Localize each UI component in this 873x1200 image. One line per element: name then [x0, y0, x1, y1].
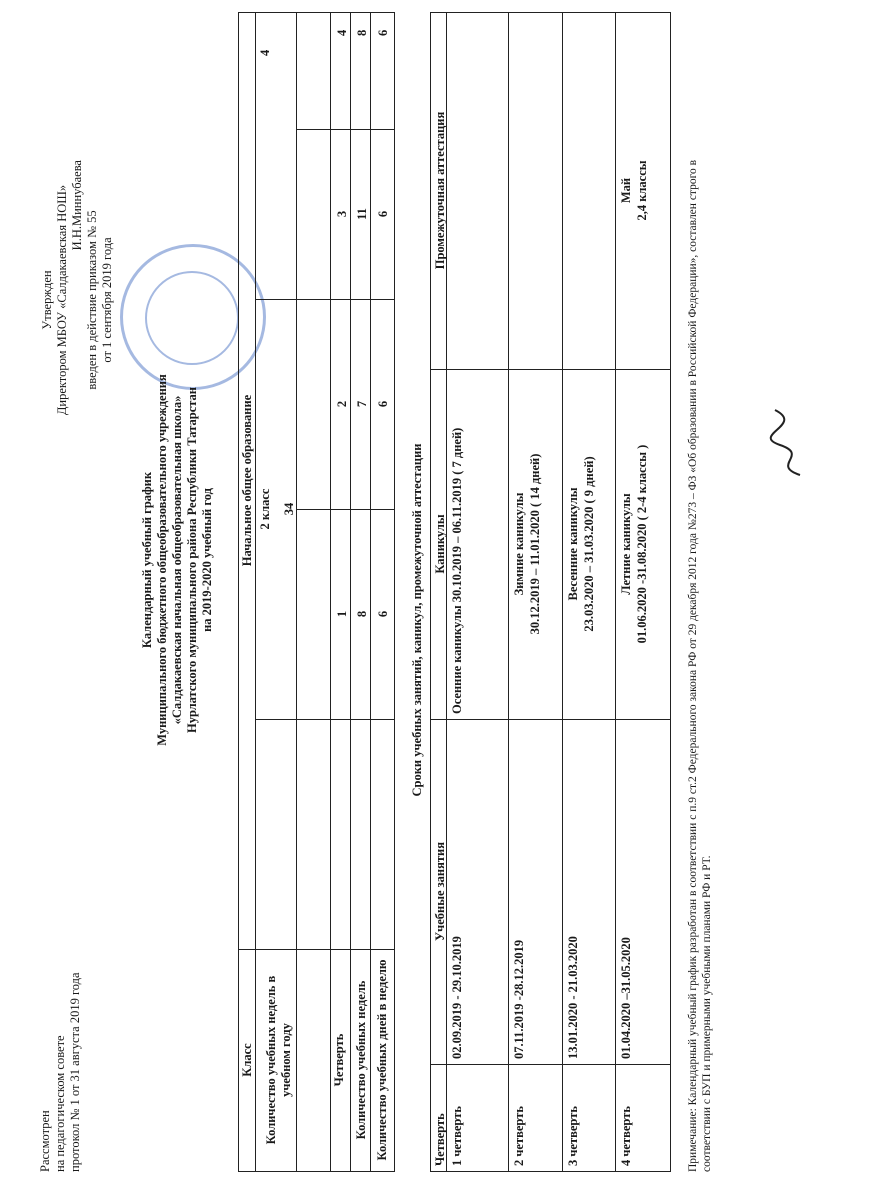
row1-dates: 02.09.2019 - 29.10.2019 — [450, 936, 464, 1059]
row4-holiday-dates: 01.06.2020 -31.08.2020 ( 2-4 классы ) — [635, 444, 649, 644]
class-2-header: 2 класс — [258, 488, 272, 530]
approval-line1: Утвержден — [40, 270, 54, 330]
class-label: Класс — [240, 1043, 254, 1077]
row3-dates: 13.01.2020 - 21.03.2020 — [566, 936, 580, 1059]
quarter-1: 1 — [335, 610, 349, 618]
title-line5: на 2019-2020 учебный год — [200, 488, 214, 632]
weeks-q4: 8 — [355, 29, 369, 36]
row4-attestation: Май — [619, 177, 633, 204]
row4-dates: 01.04.2020 –31.05.2020 — [619, 937, 633, 1059]
title-line4: Нурлатского муниципального района Республики Татарстан — [185, 386, 199, 734]
row4-holiday-name: Летние каникулы — [619, 493, 633, 595]
days-per-week-label: Количество учебных дней в неделю — [375, 959, 389, 1161]
weeks-q1: 8 — [355, 610, 369, 618]
document-title — [140, 320, 215, 800]
days-q1: 6 — [376, 610, 390, 618]
weeks-per-quarter-label: Количество учебных недель — [354, 980, 368, 1140]
class-4-header: 4 — [258, 49, 272, 56]
terms-section-title: Сроки учебных занятий, каникул, промежуточной аттестации — [410, 443, 424, 797]
approval-block — [40, 160, 115, 440]
footnote-line2: соответствии с БУП и примерными учебными планами РФ и РТ. — [701, 855, 713, 1172]
row4-attestation-classes: 2,4 классы — [635, 160, 649, 221]
footnote-line1: Примечание: Календарный учебный график разработан в соответствии с п.9 ст.2 Федерального закона РФ от 29 декабря 2012 года №273 – ФЗ «Об образовании в Российской Федерации», составлен строго в — [687, 159, 699, 1172]
director-signature — [760, 400, 820, 480]
row1-holiday: Осенние каникулы 30.10.2019 – 06.11.2019 ( 7 дней) — [450, 427, 464, 714]
review-line2: на педагогическом совете — [53, 1035, 67, 1172]
header-holidays: Каникулы — [433, 514, 447, 574]
review-block — [38, 852, 83, 1172]
days-q3: 6 — [376, 210, 390, 218]
approval-line5: от 1 сентября 2019 года — [100, 237, 114, 363]
row3-quarter: 3 четверть — [566, 1106, 580, 1166]
footnote — [686, 7, 714, 1172]
quarter-2: 2 — [335, 400, 349, 408]
header-classes: Учебные занятия — [433, 842, 447, 941]
education-level: Начальное общее образование — [240, 394, 254, 567]
row4-quarter: 4 четверть — [619, 1106, 633, 1166]
days-q4: 6 — [376, 29, 390, 36]
row2-quarter: 2 четверть — [512, 1106, 526, 1166]
title-line1: Календарный учебный график — [140, 471, 154, 649]
approval-line4: введен в действие приказом № 55 — [85, 210, 99, 390]
row3-holiday-dates: 23.03.2020 – 31.03.2020 ( 9 дней) — [582, 456, 596, 632]
quarter-3: 3 — [335, 210, 349, 218]
header-attestation: Промежуточная аттестация — [433, 111, 447, 270]
row3-holiday-name: Весенние каникулы — [566, 487, 580, 601]
row2-holiday-dates: 30.12.2019 – 11.01.2020 ( 14 дней) — [528, 453, 542, 635]
quarter-label: Четверть — [332, 1033, 346, 1087]
quarter-4: 4 — [335, 29, 349, 36]
weeks-q2: 7 — [355, 400, 369, 408]
weeks-per-year-value: 34 — [282, 502, 296, 516]
approval-line3: И.Н.Миннубаева — [70, 160, 84, 251]
weeks-per-year-label: Количество учебных недель в учебном году — [264, 975, 293, 1145]
review-line1: Рассмотрен — [38, 1110, 52, 1172]
row2-holiday-name: Зимние каникулы — [512, 492, 526, 596]
header-quarter: Четверть — [433, 1113, 447, 1166]
approval-line2: Директором МБОУ «Салдакаевская НОШ» — [55, 184, 69, 416]
title-line2: Муниципального бюджетного общеобразовательного учреждения — [155, 374, 169, 746]
days-q2: 6 — [376, 400, 390, 408]
weeks-q3: 11 — [355, 208, 369, 220]
title-line3: «Салдакаевская начальная общеобразовательная школа» — [170, 395, 184, 725]
review-line3: протокол № 1 от 31 августа 2019 года — [68, 972, 82, 1172]
row1-quarter: 1 четверть — [450, 1106, 464, 1166]
row2-dates: 07.11.2019 -28.12.2019 — [512, 939, 526, 1059]
